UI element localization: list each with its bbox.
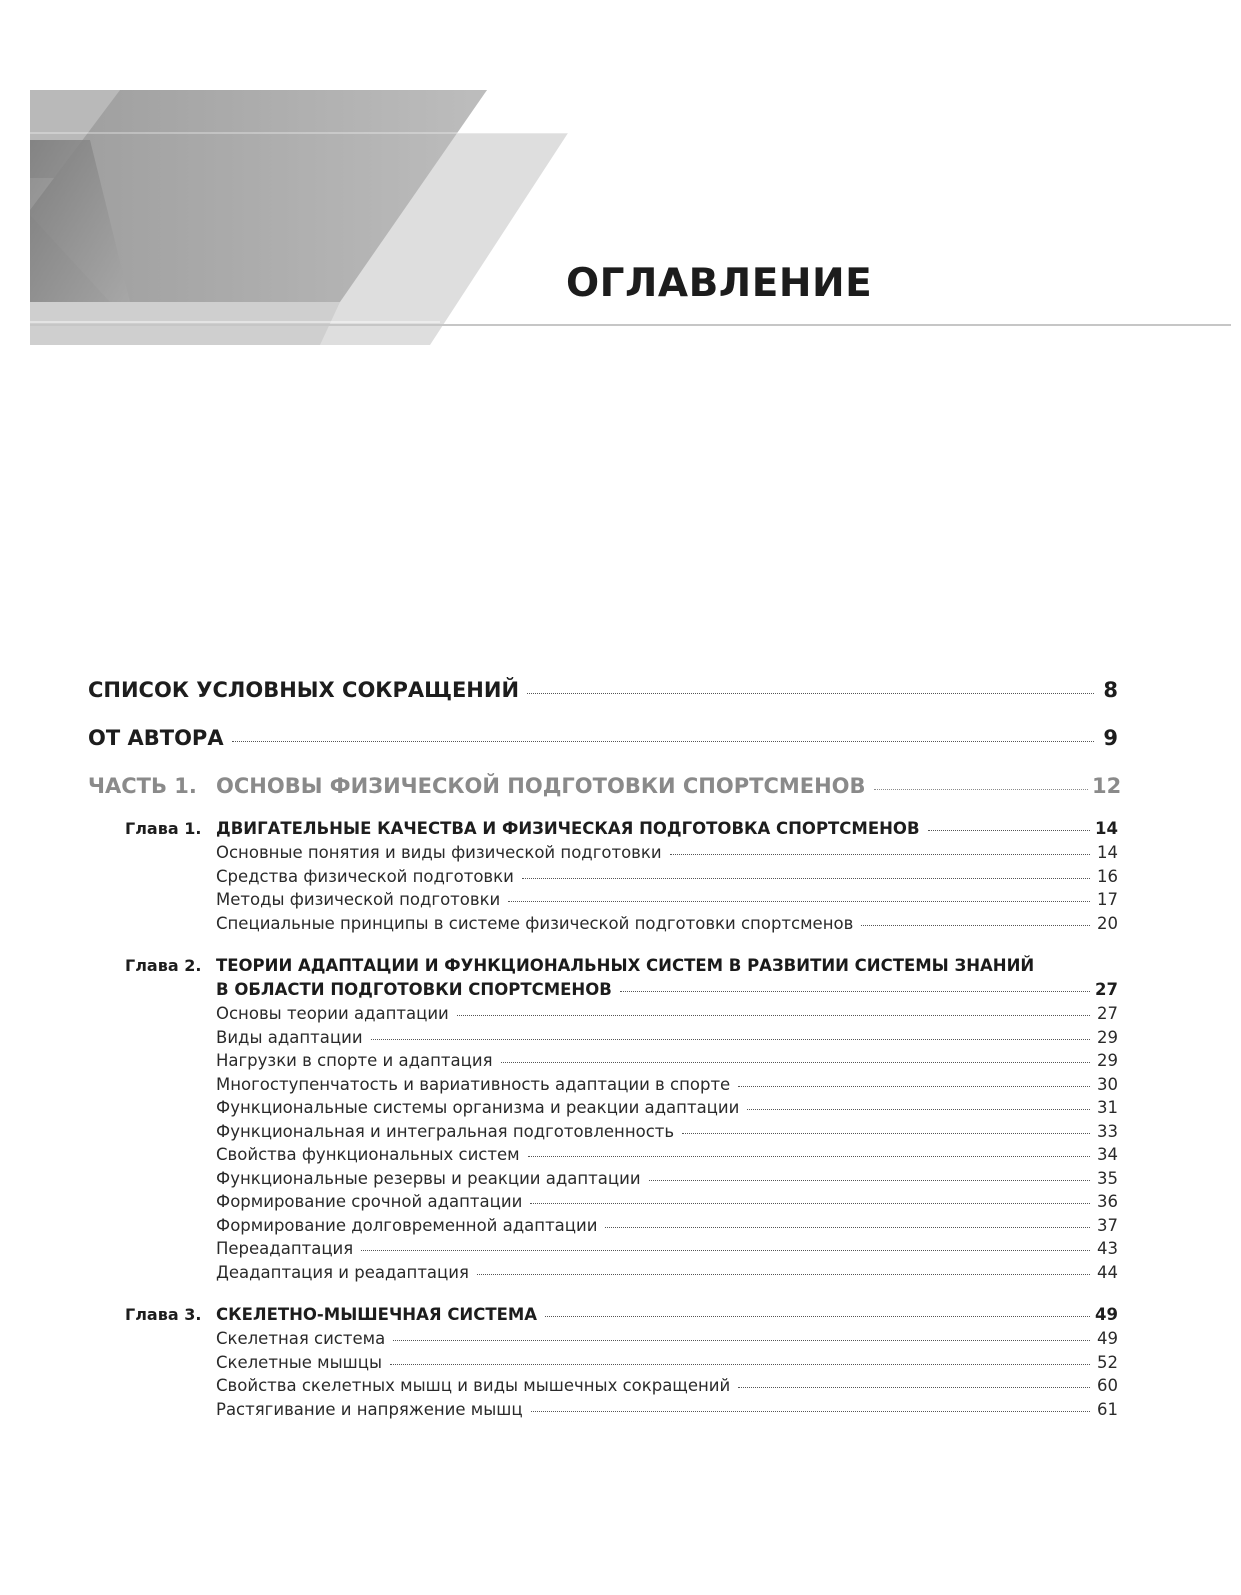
chapter-number: Глава 1. bbox=[125, 819, 202, 838]
toc-entry-label: Основы теории адаптации bbox=[216, 1004, 449, 1023]
toc-chapter-title[interactable] bbox=[216, 1303, 1118, 1327]
toc-page-number: 8 bbox=[1103, 678, 1118, 702]
toc-section[interactable] bbox=[216, 1214, 1118, 1238]
dot-leader bbox=[682, 1133, 1090, 1134]
toc-entry-label: Виды адаптации bbox=[216, 1027, 363, 1047]
toc-entry-label: Переадаптация bbox=[216, 1239, 354, 1258]
dot-leader bbox=[747, 1109, 1090, 1110]
toc-page-number: 60 bbox=[1097, 1376, 1118, 1395]
dot-leader bbox=[649, 1180, 1090, 1181]
toc-page-number: 61 bbox=[1097, 1399, 1118, 1419]
toc-page-number: 14 bbox=[1097, 843, 1118, 862]
toc-section[interactable] bbox=[216, 1374, 1118, 1398]
toc-section[interactable] bbox=[216, 1351, 1118, 1375]
dot-leader bbox=[874, 789, 1088, 790]
dot-leader bbox=[457, 1015, 1090, 1016]
toc-page-number: 20 bbox=[1097, 913, 1118, 933]
toc-chapter-title-line-1[interactable]: ТЕОРИИ АДАПТАЦИИ И ФУНКЦИОНАЛЬНЫХ СИСТЕМ В РАЗВИТИИ СИСТЕМЫ ЗНАНИЙ bbox=[216, 956, 1035, 975]
toc-chapter-title[interactable] bbox=[216, 817, 1118, 841]
toc-section[interactable] bbox=[216, 1120, 1118, 1144]
toc-entry-label: Функциональные резервы и реакции адаптации bbox=[216, 1168, 641, 1188]
toc-section[interactable] bbox=[216, 1002, 1118, 1026]
toc-entry-label: ОТ АВТОРА bbox=[88, 726, 224, 750]
toc-page-number: 37 bbox=[1097, 1215, 1118, 1235]
toc-page-number: 43 bbox=[1097, 1239, 1118, 1258]
toc-entry-label: СПИСОК УСЛОВНЫХ СОКРАЩЕНИЙ bbox=[88, 678, 520, 702]
toc-section[interactable] bbox=[216, 1167, 1118, 1191]
toc-page-number: 12 bbox=[1092, 774, 1122, 798]
toc-chapter-title[interactable] bbox=[216, 978, 1118, 1002]
dot-leader bbox=[531, 1411, 1090, 1412]
toc-entry-label: Растягивание и напряжение мышц bbox=[216, 1399, 523, 1419]
toc-entry-label: Функциональные системы организма и реакции адаптации bbox=[216, 1098, 740, 1117]
toc-chapter-1 bbox=[88, 817, 1118, 935]
dot-leader bbox=[545, 1316, 1090, 1317]
dot-leader bbox=[928, 830, 1090, 831]
toc-entry-label: Скелетные мышцы bbox=[216, 1352, 382, 1372]
toc-page-number: 16 bbox=[1097, 866, 1118, 886]
toc-entry-label: Свойства скелетных мышц и виды мышечных сокращений bbox=[216, 1376, 731, 1395]
toc-page-number: 30 bbox=[1097, 1074, 1118, 1094]
part-number: ЧАСТЬ 1. bbox=[88, 774, 197, 798]
toc-section[interactable] bbox=[216, 888, 1118, 912]
dot-leader bbox=[530, 1203, 1090, 1204]
toc-entry-label: Специальные принципы в системе физической подготовки спортсменов bbox=[216, 913, 854, 933]
toc-page-number: 14 bbox=[1095, 819, 1118, 838]
dot-leader bbox=[861, 925, 1090, 926]
toc-page-number: 49 bbox=[1097, 1329, 1118, 1348]
toc-entry-label: Нагрузки в спорте и адаптация bbox=[216, 1051, 493, 1070]
toc-page-number: 31 bbox=[1097, 1098, 1118, 1117]
dot-leader bbox=[477, 1274, 1090, 1275]
toc-entry-label: Скелетная система bbox=[216, 1329, 386, 1348]
toc-page-number: 33 bbox=[1097, 1121, 1118, 1141]
toc-chapter-2 bbox=[88, 954, 1118, 1284]
toc-section[interactable] bbox=[216, 1261, 1118, 1285]
toc-entry-label: Функциональная и интегральная подготовленность bbox=[216, 1121, 675, 1141]
toc-entry-label: Деадаптация и реадаптация bbox=[216, 1262, 469, 1282]
toc-section[interactable] bbox=[216, 865, 1118, 889]
toc-section[interactable] bbox=[216, 1190, 1118, 1214]
toc-entry-label: Формирование срочной адаптации bbox=[216, 1192, 523, 1211]
dot-leader bbox=[361, 1250, 1090, 1251]
toc-page-number: 9 bbox=[1103, 726, 1118, 750]
toc-entry-label: Средства физической подготовки bbox=[216, 866, 514, 886]
toc-section[interactable] bbox=[216, 1073, 1118, 1097]
toc-section[interactable] bbox=[216, 1049, 1118, 1073]
dot-leader bbox=[522, 878, 1090, 879]
toc-section[interactable] bbox=[216, 1398, 1118, 1422]
table-of-contents bbox=[88, 670, 1122, 1440]
toc-page-number: 44 bbox=[1097, 1262, 1118, 1282]
page-title: ОГЛАВЛЕНИЕ bbox=[566, 261, 873, 306]
toc-entry-label: Методы физической подготовки bbox=[216, 890, 501, 909]
toc-section[interactable] bbox=[216, 1096, 1118, 1120]
toc-section[interactable] bbox=[216, 1327, 1118, 1351]
toc-page-number: 17 bbox=[1097, 890, 1118, 909]
toc-entry-part-1[interactable] bbox=[88, 766, 1122, 812]
toc-entry-label: В ОБЛАСТИ ПОДГОТОВКИ СПОРТСМЕНОВ bbox=[216, 980, 612, 999]
dot-leader bbox=[371, 1039, 1090, 1040]
toc-entry-label: Свойства функциональных систем bbox=[216, 1145, 520, 1164]
chapter-number: Глава 2. bbox=[125, 956, 202, 975]
toc-page-number: 52 bbox=[1097, 1352, 1118, 1372]
dot-leader bbox=[508, 901, 1090, 902]
toc-page-number: 29 bbox=[1097, 1027, 1118, 1047]
toc-section[interactable] bbox=[216, 1026, 1118, 1050]
dot-leader bbox=[670, 854, 1090, 855]
dot-leader bbox=[620, 991, 1090, 992]
dot-leader bbox=[393, 1340, 1090, 1341]
toc-entry-label: СКЕЛЕТНО-МЫШЕЧНАЯ СИСТЕМА bbox=[216, 1305, 538, 1324]
dot-leader bbox=[232, 741, 1094, 742]
toc-page-number: 36 bbox=[1097, 1192, 1118, 1211]
toc-section[interactable] bbox=[216, 912, 1118, 936]
toc-section[interactable] bbox=[216, 1143, 1118, 1167]
toc-chapter-3 bbox=[88, 1303, 1118, 1421]
title-rule bbox=[30, 324, 1231, 326]
dot-leader bbox=[738, 1387, 1090, 1388]
decorative-banner bbox=[0, 0, 600, 350]
toc-entry-label: Многоступенчатость и вариативность адаптации в спорте bbox=[216, 1074, 731, 1094]
toc-section[interactable] bbox=[216, 841, 1118, 865]
toc-page-number: 34 bbox=[1097, 1145, 1118, 1164]
toc-page-number: 49 bbox=[1095, 1305, 1118, 1324]
chapter-number: Глава 3. bbox=[125, 1305, 202, 1324]
toc-page-number: 27 bbox=[1097, 1004, 1118, 1023]
toc-page-number: 29 bbox=[1097, 1051, 1118, 1070]
toc-entry-label: Основные понятия и виды физической подготовки bbox=[216, 843, 662, 862]
dot-leader bbox=[527, 693, 1094, 694]
dot-leader bbox=[501, 1062, 1090, 1063]
toc-page-number: 27 bbox=[1095, 980, 1118, 999]
dot-leader bbox=[390, 1364, 1090, 1365]
dot-leader bbox=[528, 1156, 1090, 1157]
toc-page-number: 35 bbox=[1097, 1168, 1118, 1188]
toc-entry-from-author[interactable] bbox=[88, 718, 1118, 766]
toc-entry-label: ДВИГАТЕЛЬНЫЕ КАЧЕСТВА И ФИЗИЧЕСКАЯ ПОДГОТОВКА СПОРТСМЕНОВ bbox=[216, 819, 920, 838]
toc-section[interactable] bbox=[216, 1237, 1118, 1261]
dot-leader bbox=[605, 1227, 1090, 1228]
dot-leader bbox=[738, 1086, 1090, 1087]
toc-entry-abbreviations[interactable] bbox=[88, 670, 1118, 718]
toc-entry-label: Формирование долговременной адаптации bbox=[216, 1215, 598, 1235]
toc-entry-label: ОСНОВЫ ФИЗИЧЕСКОЙ ПОДГОТОВКИ СПОРТСМЕНОВ bbox=[216, 774, 866, 798]
